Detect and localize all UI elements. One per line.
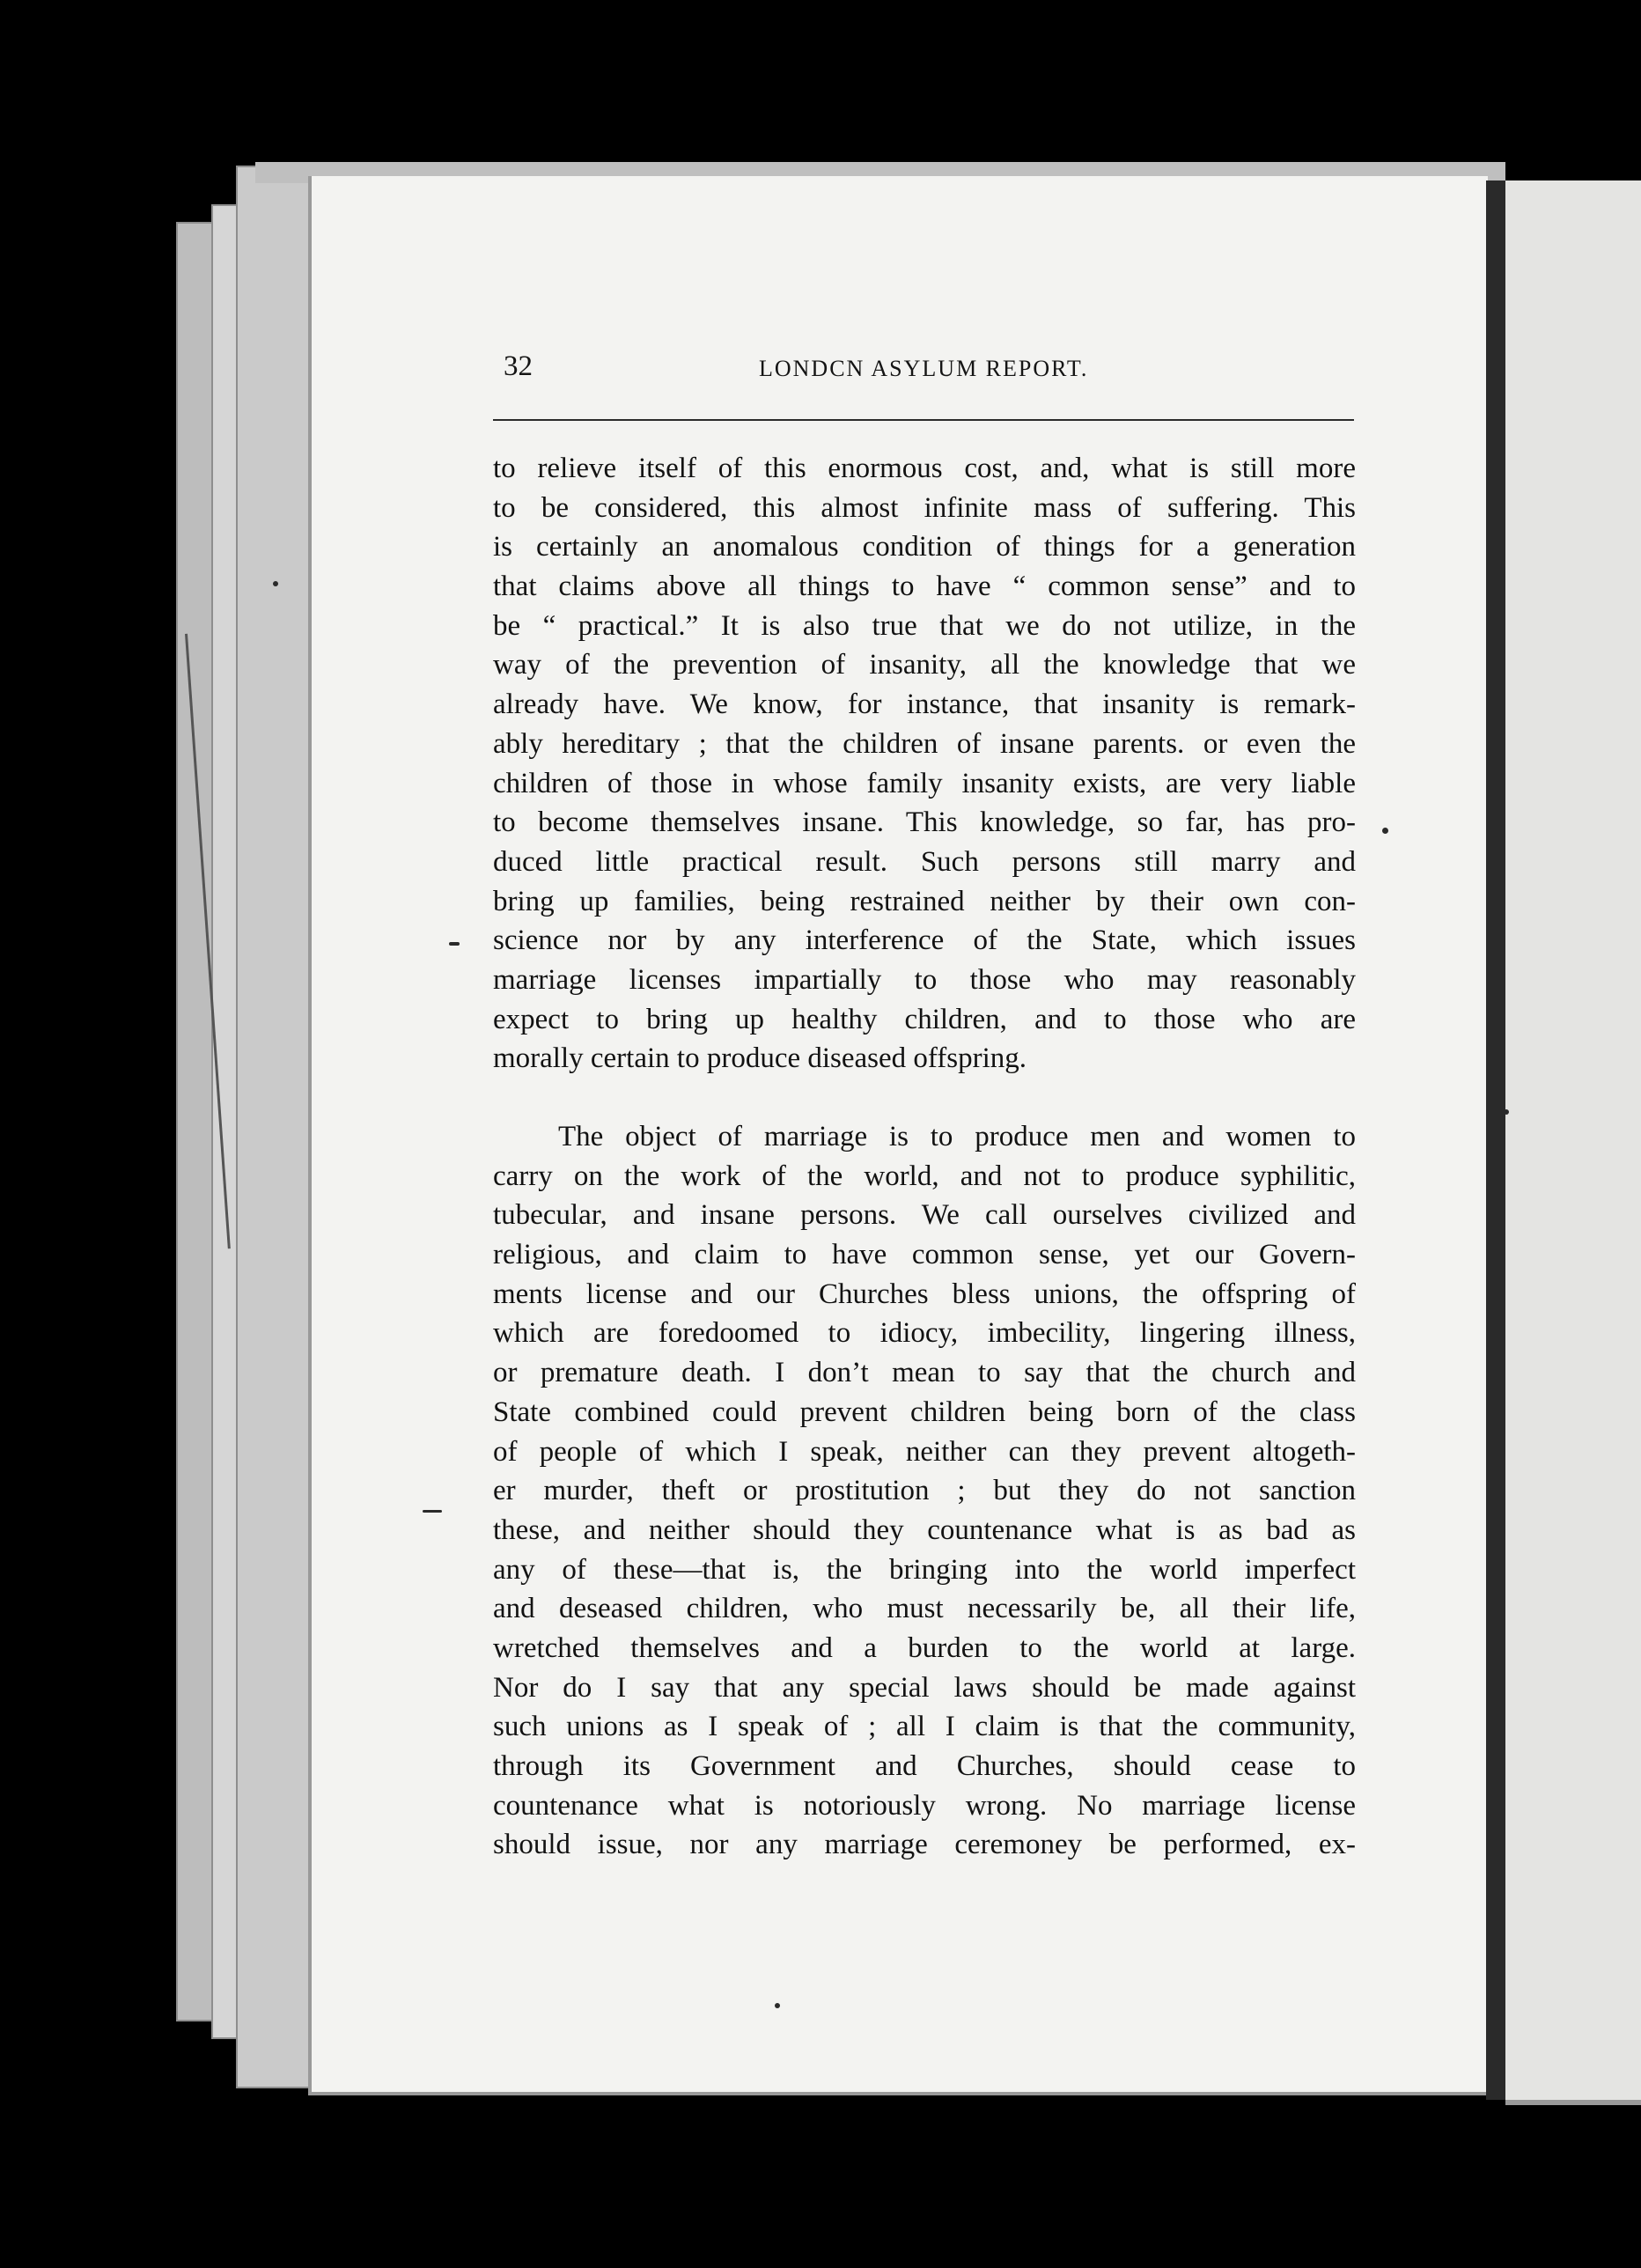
text-line: morally certain to produce diseased offspring.	[493, 1042, 1027, 1075]
text-line: bring up families, being restrained neither by their own con-	[493, 885, 1356, 917]
text-line: already have. We know, for instance, that insanity is remark-	[493, 688, 1356, 721]
text-line: State combined could prevent children being born of the class	[493, 1395, 1356, 1428]
text-line: any of these—that is, the bringing into the world imperfect	[493, 1553, 1356, 1586]
text-line: way of the prevention of insanity, all the knowledge that we	[493, 649, 1356, 681]
text-line: that claims above all things to have “ common sense” and to	[493, 571, 1356, 603]
facing-page-edge	[1505, 180, 1641, 2105]
paragraph-1	[493, 449, 1356, 1079]
text-line: ments license and our Churches bless unions, the offspring of	[493, 1278, 1356, 1310]
text-line: countenance what is notoriously wrong. No marriage license	[493, 1789, 1356, 1822]
text-line: wretched themselves and a burden to the world at large.	[493, 1631, 1356, 1664]
text-line: science nor by any interference of the State, which issues	[493, 924, 1356, 957]
text-line: should issue, nor any marriage ceremoney be performed, ex-	[493, 1829, 1356, 1861]
scan-speck	[449, 942, 460, 946]
text-line: er murder, theft or prostitution ; but they do not sanction	[493, 1475, 1356, 1507]
text-line: marriage licenses impartially to those who may reasonably	[493, 963, 1356, 996]
running-head	[504, 343, 1356, 396]
text-line: religious, and claim to have common sense, yet our Govern-	[493, 1239, 1356, 1271]
text-line: carry on the work of the world, and not to produce syphilitic,	[493, 1160, 1356, 1192]
text-line: which are foredoomed to idiocy, imbecility, lingering illness,	[493, 1317, 1356, 1350]
text-line: of people of which I speak, neither can they prevent altogeth-	[493, 1435, 1356, 1468]
book-gutter	[1486, 180, 1505, 2100]
scan-speck	[1488, 1109, 1494, 1116]
text-line: The object of marriage is to produce men and women to	[558, 1121, 1356, 1152]
text-line: to relieve itself of this enormous cost, and, what is still more	[493, 453, 1356, 484]
scan-speck	[423, 1510, 442, 1513]
paragraph-2	[493, 1117, 1356, 1865]
page-header-title: LONDCN ASYLUM REPORT.	[759, 356, 1089, 381]
scan-speck	[775, 2003, 780, 2008]
page-number: 32	[504, 350, 533, 382]
text-line: through its Government and Churches, should cease to	[493, 1750, 1356, 1782]
paragraph-gap	[493, 1079, 1356, 1117]
page-edge-stack	[236, 166, 310, 2088]
text-line: such unions as I speak of ; all I claim is that the community,	[493, 1711, 1356, 1743]
text-line: these, and neither should they countenance what is as bad as	[493, 1513, 1356, 1546]
text-line: and deseased children, who must necessarily be, all their life,	[493, 1593, 1356, 1625]
text-line: ably hereditary ; that the children of insane parents. or even the	[493, 727, 1356, 760]
text-line: Nor do I say that any special laws should be made against	[493, 1671, 1356, 1704]
text-line: to be considered, this almost infinite mass of suffering. This	[493, 491, 1356, 524]
scan-speck	[273, 581, 278, 586]
text-line: duced little practical result. Such persons still marry and	[493, 845, 1356, 878]
text-line: to become themselves insane. This knowledge, so far, has pro-	[493, 806, 1356, 839]
scan-speck	[1382, 828, 1388, 834]
text-line: be “ practical.” It is also true that we do not utilize, in the	[493, 609, 1356, 642]
scan-speck	[1504, 1109, 1509, 1115]
text-line: or premature death. I don’t mean to say that the church and	[493, 1357, 1356, 1389]
body-text	[493, 449, 1356, 1865]
header-rule	[493, 419, 1354, 421]
text-line: expect to bring up healthy children, and to those who are	[493, 1003, 1356, 1035]
text-line: is certainly an anomalous condition of things for a generation	[493, 531, 1356, 563]
text-line: children of those in whose family insanity exists, are very liable	[493, 767, 1356, 799]
text-line: tubecular, and insane persons. We call ourselves civilized and	[493, 1199, 1356, 1232]
